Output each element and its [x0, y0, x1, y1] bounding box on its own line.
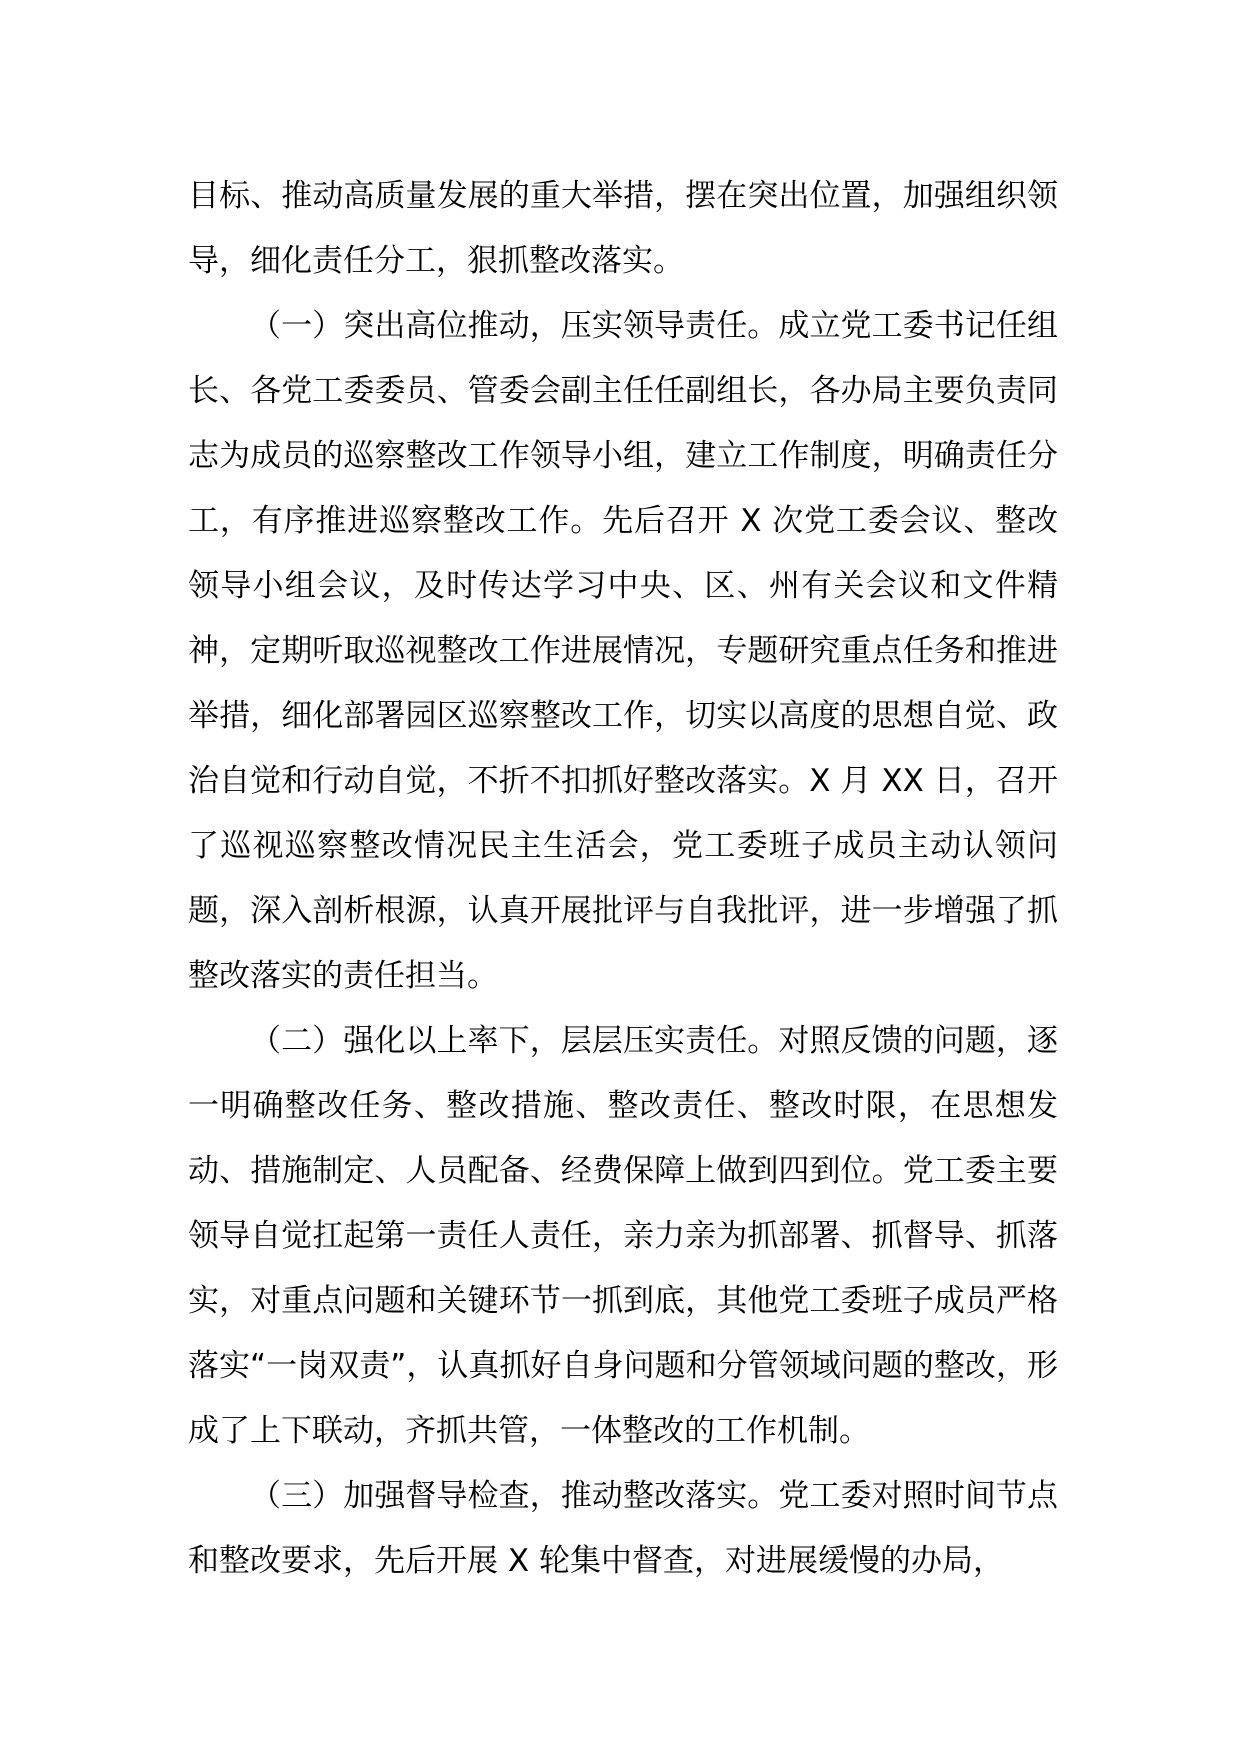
document-body [188, 164, 1058, 1594]
paragraph-section-3: （三）加强督导检查，推动整改落实。党工委对照时间节点和整改要求，先后开展 X 轮集中督查，对进展缓慢的办局， [188, 1478, 1058, 1579]
paragraph-section-2: （二）强化以上率下，层层压实责任。对照反馈的问题，逐一明确整改任务、整改措施、整改责任、整改时限，在思想发动、措施制定、人员配备、经费保障上做到四到位。党工委主要领导自觉扛起第一责任人责任，亲力亲为抓部署、抓督导、抓落实，对重点问题和关键环节一抓到底，其他党工委班子成员严格落实“一岗双责”，认真抓好自身问题和分管领域问题的整改，形成了上下联动，齐抓共管，一体整改的工作机制。 [188, 1023, 1058, 1449]
paragraph-continuation: 目标、推动高质量发展的重大举措，摆在突出位置，加强组织领导，细化责任分工，狠抓整改落实。 [188, 178, 1058, 279]
paragraph-section-1: （一）突出高位推动，压实领导责任。成立党工委书记任组长、各党工委委员、管委会副主任任副组长，各办局主要负责同志为成员的巡察整改工作领导小组，建立工作制度，明确责任分工，有序推进巡察整改工作。先后召开 X 次党工委会议、整改领导小组会议，及时传达学习中央、区、州有关会议和文件精神，定期听取巡视整改工作进展情况，专题研究重点任务和推进举措，细化部署园区巡察整改工作，切实以高度的思想自觉、政治自觉和行动自觉，不折不扣抓好整改落实。X 月 XX 日，召开了巡视巡察整改情况民主生活会，党工委班子成员主动认领问题，深入剖析根源，认真开展批评与自我批评，进一步增强了抓整改落实的责任担当。 [188, 308, 1058, 994]
